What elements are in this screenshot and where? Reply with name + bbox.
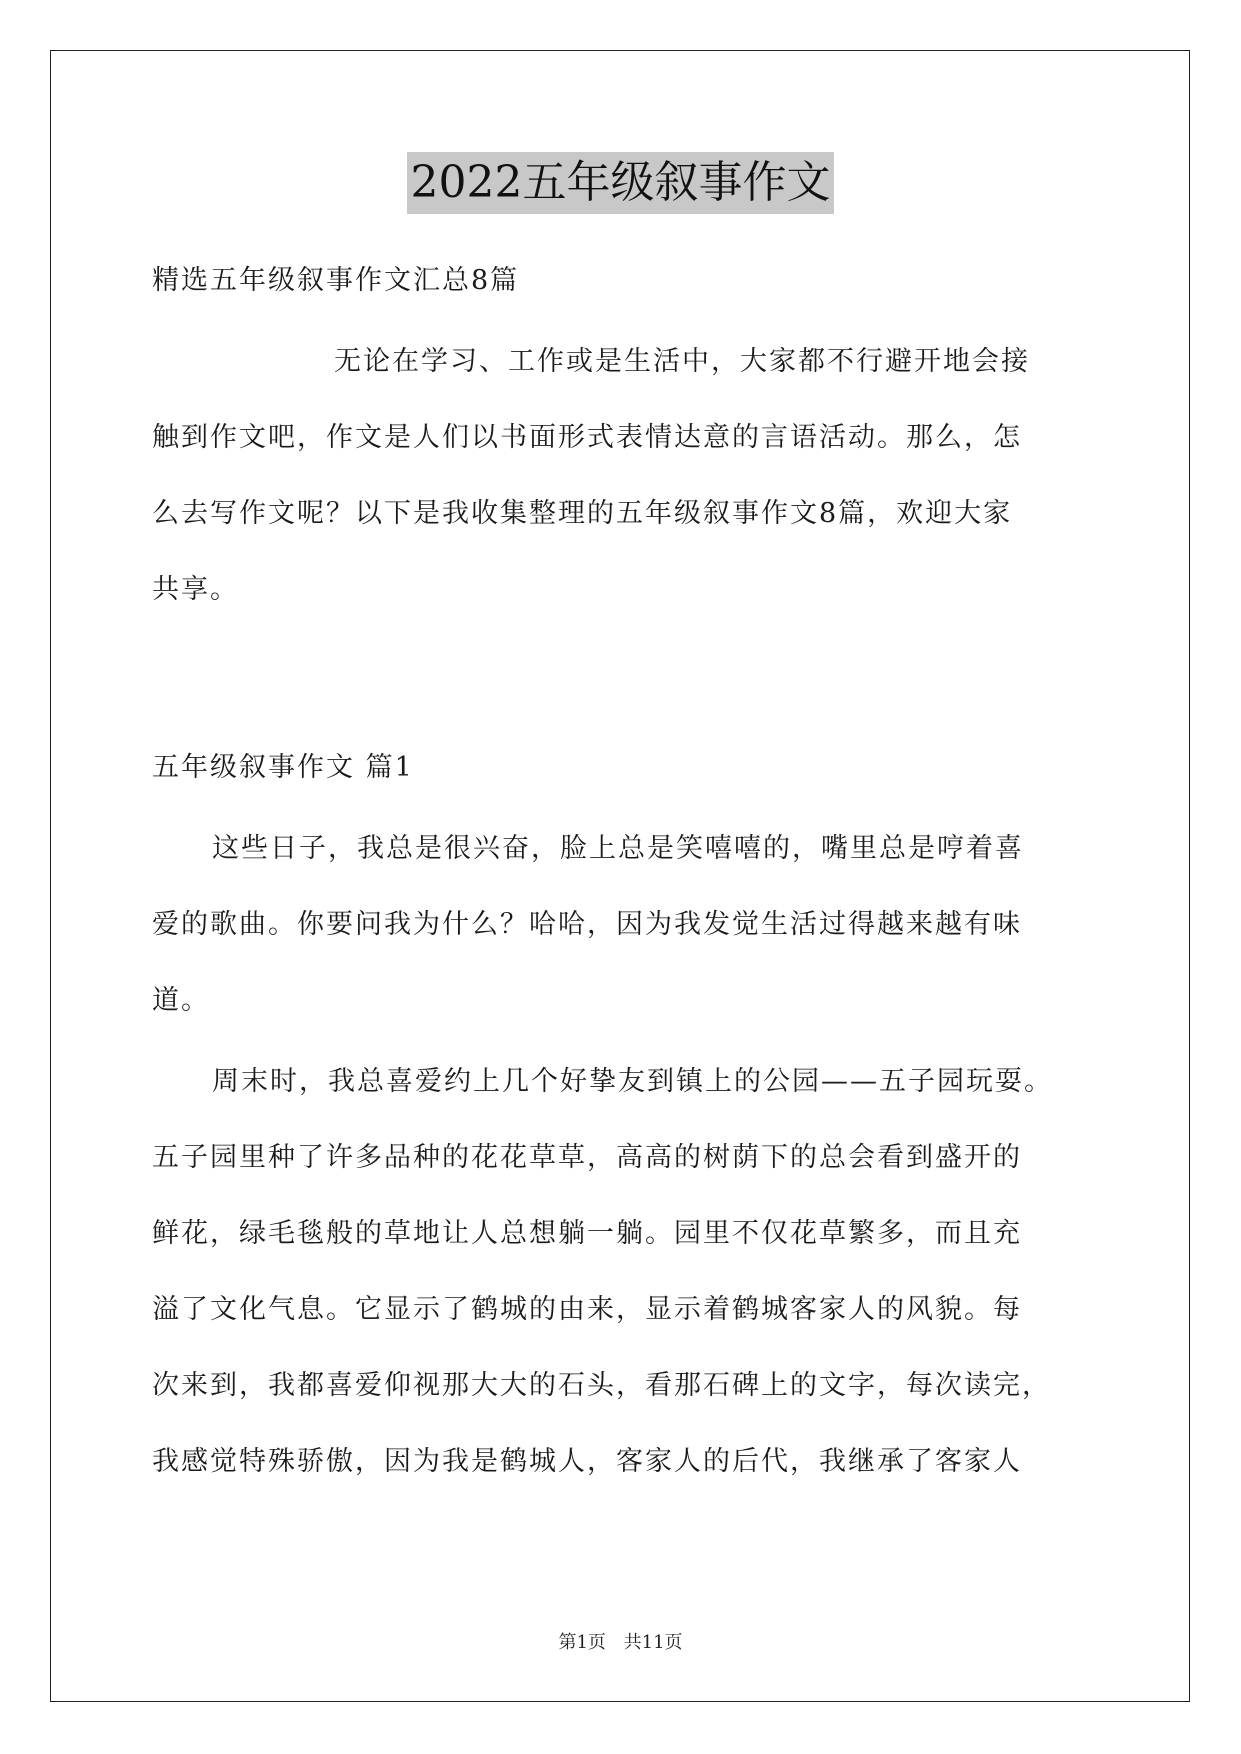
intro-line: 触到作文吧，作文是人们以书面形式表情达意的言语活动。那么，怎: [152, 422, 1022, 453]
paragraph-line: 溢了文化气息。它显示了鹤城的由来，显示着鹤城客家人的风貌。每: [152, 1294, 1022, 1325]
intro-line: 共享。: [152, 574, 239, 605]
paragraph-line: 周末时，我总喜爱约上几个好挚友到镇上的公园——五子园玩耍。: [212, 1066, 1053, 1097]
intro-line: 无论在学习、工作或是生活中，大家都不行避开地会接: [334, 346, 1030, 377]
paragraph-line: 五子园里种了许多品种的花花草草，高高的树荫下的总会看到盛开的: [152, 1142, 1022, 1173]
paragraph-line: 我感觉特殊骄傲，因为我是鹤城人，客家人的后代，我继承了客家人: [152, 1446, 1022, 1477]
intro-line: 么去写作文呢？以下是我收集整理的五年级叙事作文8篇，欢迎大家: [152, 498, 1013, 529]
paragraph-line: 鲜花，绿毛毯般的草地让人总想躺一躺。园里不仅花草繁多，而且充: [152, 1218, 1022, 1249]
section-heading: 五年级叙事作文 篇1: [152, 752, 414, 783]
paragraph-line: 爱的歌曲。你要问我为什么？哈哈，因为我发觉生活过得越来越有味: [152, 909, 1022, 940]
paragraph-line: 次来到，我都喜爱仰视那大大的石头，看那石碑上的文字，每次读完，: [152, 1370, 1051, 1401]
title-container: [0, 152, 1241, 214]
document-title: 2022五年级叙事作文: [407, 152, 835, 214]
current-page-number: 第1页: [558, 1632, 606, 1653]
total-page-count: 共11页: [623, 1632, 683, 1653]
paragraph-line: 这些日子，我总是很兴奋，脸上总是笑嘻嘻的，嘴里总是哼着喜: [212, 833, 1024, 864]
document-subtitle: 精选五年级叙事作文汇总8篇: [152, 265, 520, 296]
page-footer: [0, 1630, 1241, 1656]
paragraph-line: 道。: [152, 985, 210, 1016]
